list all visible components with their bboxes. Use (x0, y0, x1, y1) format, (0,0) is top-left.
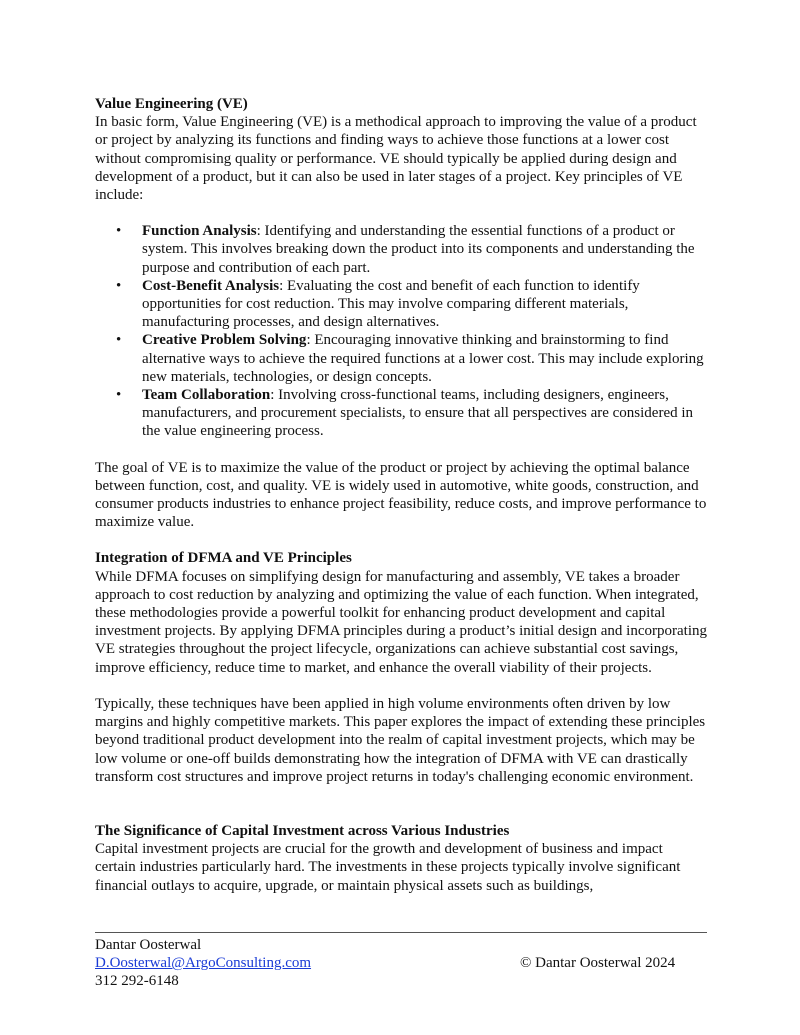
bullet-icon: • (116, 277, 122, 294)
principle-text: : Identifying and understanding the essential functions of a product or system. This involves breaking down the product into its components and understanding the purpose and contribution of each part. (142, 223, 695, 276)
bullet-icon: • (116, 332, 122, 349)
bullet-icon: • (116, 387, 122, 404)
principle-term: Team Collaboration (142, 387, 271, 404)
footer-contact-line (95, 954, 707, 972)
integration-paragraph-2: Typically, these techniques have been applied in high volume environments often driven by low margins and highly competitive markets. This paper explores the impact of extending these principles beyond traditional product development into the realm of capital investment projects, which may be low volume or one-off builds demonstrating how the integration of DFMA with VE can drastically transform cost structures and improve project returns in today's challenging economic environment. (95, 695, 706, 785)
principle-text: : Evaluating the cost and benefit of each function to identify opportunities for cost reduction. This may involve comparing different materials, manufacturing processes, and design alternatives. (142, 277, 640, 331)
footer-divider (95, 932, 707, 933)
bullet-icon: • (116, 223, 122, 240)
list-item (95, 222, 707, 277)
copyright-notice: © Dantar Oosterwal 2024 (520, 955, 676, 972)
capital-paragraph: Capital investment projects are crucial for the growth and development of business and impact certain industries particularly hard. The investments in these projects typically involve significant financial outlays to acquire, upgrade, or maintain physical assets such as buildings, (95, 841, 681, 894)
ve-principles-list (95, 222, 707, 440)
list-item (95, 331, 707, 386)
ve-heading: Value Engineering (VE) (95, 96, 248, 112)
principle-term: Creative Problem Solving (142, 332, 307, 349)
integration-paragraph-1: While DFMA focuses on simplifying design for manufacturing and assembly, VE takes a broader approach to cost reduction by analyzing and optimizing the value of each function. When integrated, these methodologies provide a powerful toolkit for enhancing product development and capital investment projects. By applying DFMA principles during a product’s initial design and incorporating VE strategies throughout the project lifecycle, organizations can achieve substantial cost savings, improve efficiency, reduce time to market, and enhance the overall viability of their projects. (95, 568, 707, 676)
principle-text: : Encouraging innovative thinking and brainstorming to find alternative ways to achieve the required functions at a lower cost. This may include exploring new materials, technologies, or design concepts. (142, 332, 704, 385)
email-link[interactable]: D.Oosterwal@ArgoConsulting.com (95, 955, 312, 972)
ve-intro-paragraph: In basic form, Value Engineering (VE) is a methodical approach to improving the value of a product or project by analyzing its functions and finding ways to achieve those functions at a lower cost without compromising quality or performance. VE should typically be applied during design and development of a product, but it can also be used in later stages of a project. Key principles of VE include: (95, 114, 697, 204)
document-body (95, 95, 707, 895)
principle-text: : Involving cross-functional teams, including designers, engineers, manufacturers, and procurement specialists, to ensure that all perspectives are considered in the value engineering process. (142, 387, 694, 440)
list-item (95, 277, 707, 332)
footer-phone: 312 292-6148 (95, 973, 179, 990)
capital-heading: The Significance of Capital Investment across Various Industries (95, 822, 510, 839)
principle-term: Cost-Benefit Analysis (142, 277, 280, 294)
principle-term: Function Analysis (142, 223, 257, 240)
integration-heading: Integration of DFMA and VE Principles (95, 550, 352, 567)
list-item (95, 386, 707, 441)
ve-goal-paragraph: The goal of VE is to maximize the value of the product or project by achieving the optimal balance between function, cost, and quality. VE is widely used in automotive, white goods, construction, and consumer products industries to enhance project feasibility, reduce costs, and improve performance to maximize value. (95, 459, 707, 531)
page-footer (95, 932, 707, 991)
footer-author: Dantar Oosterwal (95, 937, 202, 953)
